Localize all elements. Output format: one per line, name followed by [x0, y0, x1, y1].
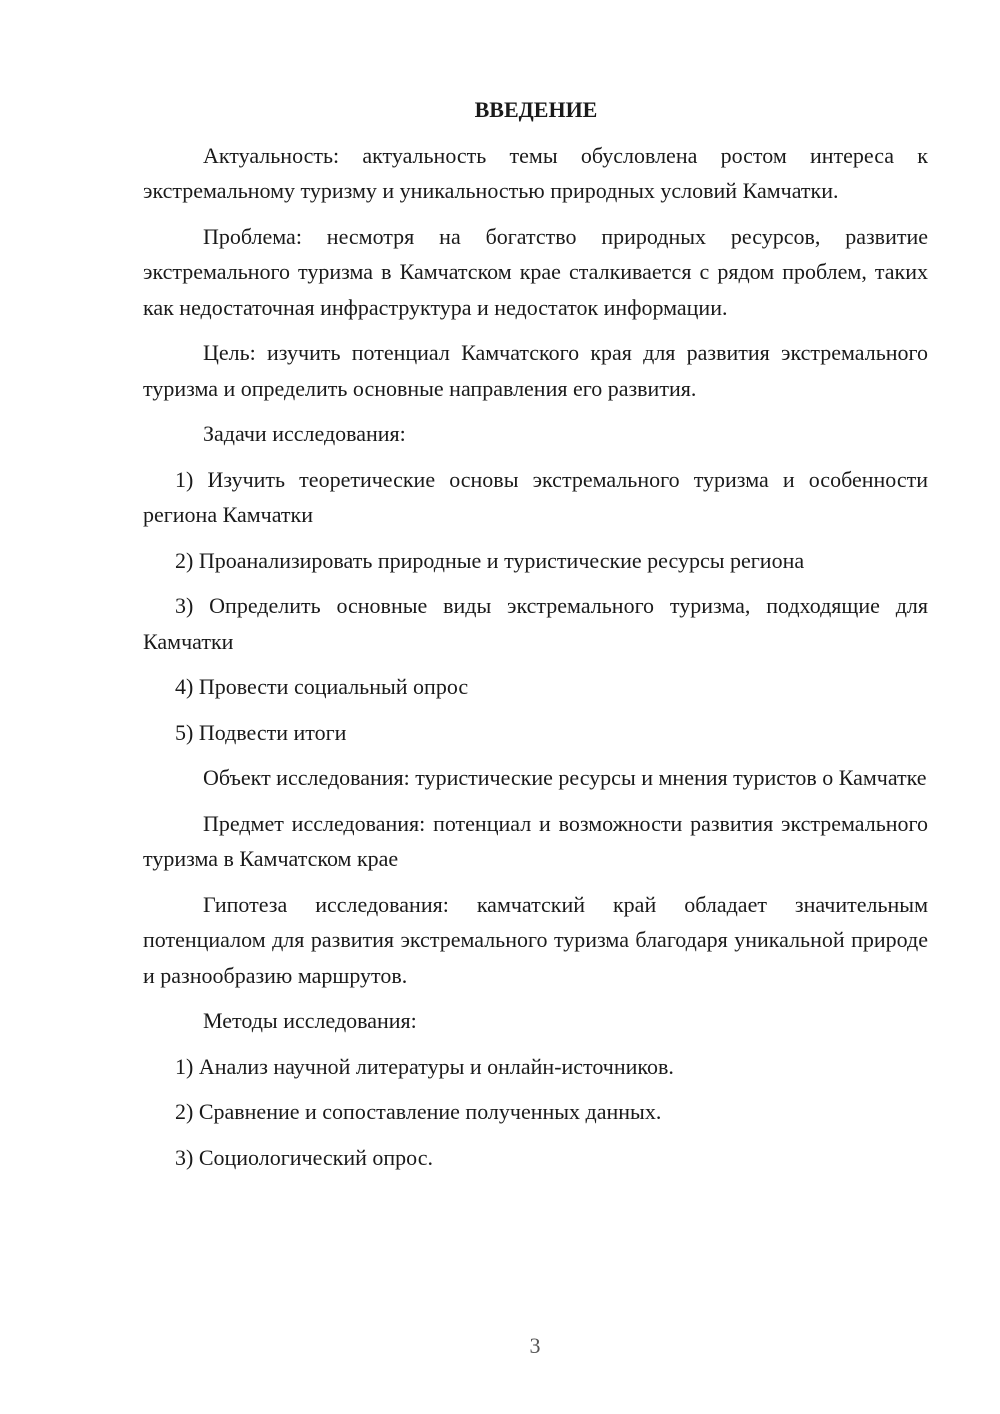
task-item-4: 4) Провести социальный опрос — [175, 674, 469, 699]
task-item-3: 3) Определить основные виды экстремального туризма, подходящие для Камчатки — [143, 593, 928, 654]
task-item-5: 5) Подвести итоги — [175, 719, 347, 745]
problem-paragraph: Проблема: несмотря на богатство природных ресурсов, развитие экстремального туризма в Камчатском крае сталкивается с рядом проблем, таких как недостаточная инфраструктура и недостаток информации. — [143, 223, 928, 320]
methods-heading: Методы исследования: — [203, 1008, 417, 1033]
goal-paragraph: Цель: изучить потенциал Камчатского края для развития экстремального туризма и определить основные направления его развития. — [143, 340, 928, 401]
section-title: ВВЕДЕНИЕ — [474, 97, 598, 122]
tasks-heading: Задачи исследования: — [203, 421, 406, 446]
method-item-1: 1) Анализ научной литературы и онлайн-источников. — [175, 1053, 674, 1079]
subject-paragraph: Предмет исследования: потенциал и возможности развития экстремального туризма в Камчатском крае — [143, 810, 928, 871]
method-item-3: 3) Социологический опрос. — [175, 1144, 433, 1170]
hypothesis-paragraph: Гипотеза исследования: камчатский край обладает значительным потенциалом для развития экстремального туризма благодаря уникальной природе и разнообразию маршрутов. — [143, 891, 928, 988]
task-item-2: 2) Проанализировать природные и туристические ресурсы региона — [175, 547, 805, 573]
object-paragraph: Объект исследования: туристические ресурсы и мнения туристов о Камчатке — [203, 765, 927, 790]
method-item-2: 2) Сравнение и сопоставление полученных данных. — [175, 1099, 662, 1124]
relevance-paragraph: Актуальность: актуальность темы обусловлена ростом интереса к экстремальному туризму и уникальностью природных условий Камчатки. — [143, 142, 928, 203]
document-page — [143, 92, 928, 1185]
page-number: 3 — [529, 1333, 541, 1358]
task-item-1: 1) Изучить теоретические основы экстремального туризма и особенности региона Камчатки — [143, 466, 928, 527]
